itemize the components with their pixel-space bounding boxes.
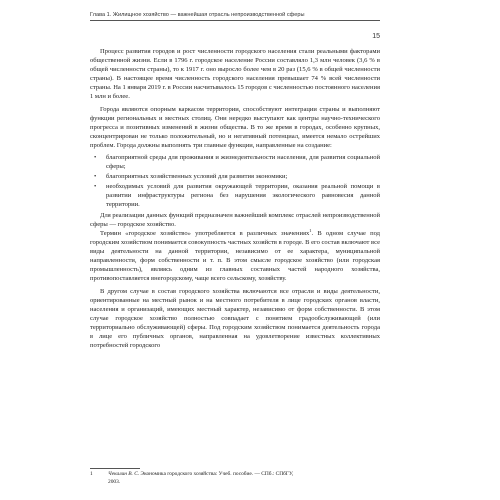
list-item-text: благоприятной среды для проживания и жизнедеятельности населения, для развития социальной сферы; bbox=[106, 153, 380, 170]
list-item bbox=[90, 172, 380, 181]
paragraph-city-functions: Города являются опорным каркасом территории, способствуют интеграции страны и выполняют функции региональных и местных столиц. Они нередко выступают как центры научно-технического прогресса и позитивных изменений в жизни общества. В то же время в городах, особенно крупных, сконцентрирован не только положительный, но и негативный потенциал, имеется немало острейших проблем. Города должны выполнять три главные функции, направленные на создание: bbox=[90, 106, 380, 150]
footnote-line bbox=[90, 471, 380, 479]
paragraph-term-meanings bbox=[90, 229, 380, 283]
paragraph-second-meaning: В другом случае в состав городского хозяйства включаются все отрасли и виды деятельности, ориентированные на местный рынок и на местного потребителя в лице городских органов власти, населения и организаций, имеющих местный характер, независимо от форм собственности. В этом случае городское хозяйство полностью совпадает с понятием градообслуживающей (или территориально обслуживающей) сферы. Под городским хозяйством понимается деятельность города в лице его публичных органов, направленная на удовлетворение известных коллективных потребностей городского bbox=[90, 288, 380, 350]
functions-list bbox=[90, 153, 380, 209]
footnote-title: Экономика городского хозяйства: Учеб. пособие. — СПб.: СПбГУ, bbox=[139, 471, 294, 477]
running-header: Глава 1. Жилищное хозяйство — важнейшая отрасль непроизводственной сферы bbox=[90, 12, 380, 21]
footnote-marker: 1 bbox=[90, 471, 93, 477]
footnote-reference[interactable]: 1 bbox=[309, 227, 312, 233]
term-text-start: Термин «городское хозяйство» употребляется в различных значениях bbox=[100, 229, 310, 237]
list-item-text: необходимых условий для развития окружающей территории, оказания реальной помощи в развитии инфраструктуры региона без нарушения экологического равновесия данной территории. bbox=[106, 182, 380, 208]
footnote-year: 2003. bbox=[108, 478, 121, 485]
bullet-icon: • bbox=[94, 182, 97, 190]
footnote-divider bbox=[90, 468, 140, 469]
body-text bbox=[90, 47, 380, 351]
paragraph-urban-growth: Процесс развития городов и рост численности городского населения стали реальными факторами общественной жизни. Если в 1796 г. городское население России составляло 1,3 млн человек (3,6 % в общей численности страны), то к 1917 г. оно выросло более чем в 20 раз (15,6 % в общей численности страны). В настоящее время численность городского населения превышает 74 % всей численности страны. На 1 января 2019 г. в России насчитывалось 15 городов с численностью постоянного населения 1 млн и более. bbox=[90, 48, 381, 101]
footnote bbox=[90, 471, 380, 486]
paragraph-functions-purpose: Для реализации данных функций предназначен важнейший комплекс отраслей непроизводственной сферы — городское хозяйство. bbox=[90, 211, 380, 228]
list-item-text: благоприятных хозяйственных условий для развития экономики; bbox=[106, 172, 288, 180]
bullet-icon: • bbox=[94, 153, 97, 161]
list-item bbox=[90, 182, 380, 209]
book-page bbox=[90, 0, 380, 500]
list-item bbox=[90, 153, 380, 171]
page-number: 15 bbox=[372, 33, 380, 40]
bullet-icon: • bbox=[94, 172, 97, 180]
term-text-rest: . В одном случае под городским хозяйством понимается совокупность частных хозяйств в городе. В его состав включают все виды деятельности на данной территории, независимо от ее характера, муниципальной направленности, форм собственности и т. п. В этом смысле городское хозяйство (или городская промышленность), являясь одним из главных составных частей народного хозяйства, противопоставляется внегородскому, чаще всего сельскому, хозяйству. bbox=[90, 229, 381, 283]
footnote-author: Чекалин В. С. bbox=[108, 471, 140, 477]
